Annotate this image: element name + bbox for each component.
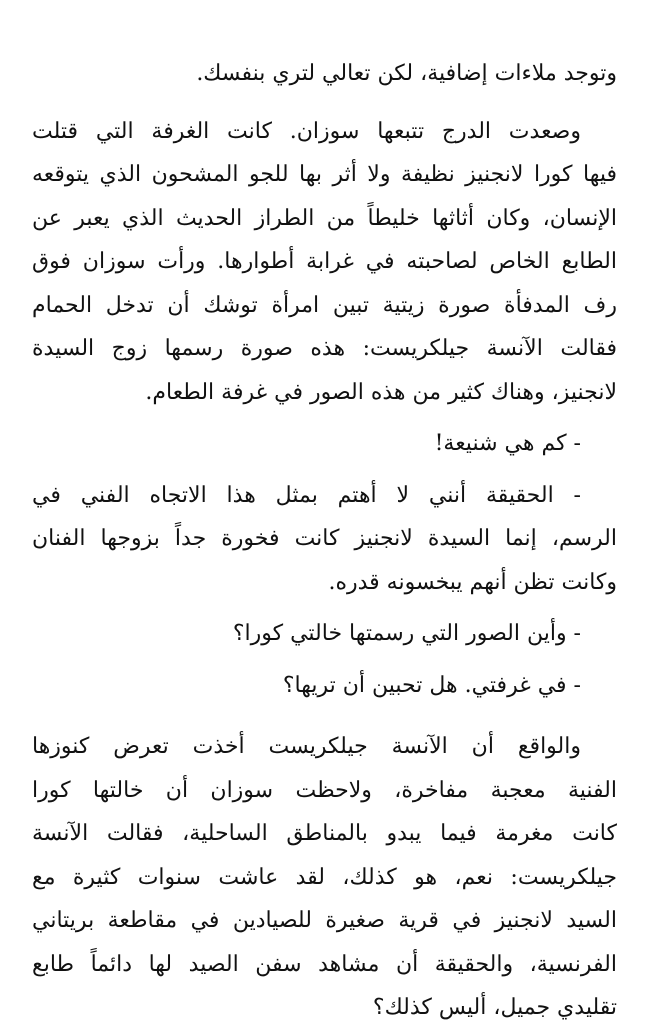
text-line: وكانت تظن أنهم يبخسونه قدره. [328,569,617,595]
paragraph-closing-dialogue [32,52,617,96]
text-line: الفرنسية، والحقيقة أن مشاهد سفن الصيد لها دائماً طابع [32,951,617,977]
text-line: السيد لانجنيز في قرية صغيرة للصيادين في مقاطعة بريتاني [32,908,617,933]
text-line: - الحقيقة أنني لا أهتم بمثل هذا الاتجاه الفني في [32,482,581,508]
text-line: رف المدفأة صورة زيتية تبين امرأة توشك أن تدخل الحمام [32,292,617,318]
paragraph-dialogue-in-my-room [32,664,617,708]
text-line: الرسم، إنما السيدة لانجنيز كانت فخورة جداً بزوجها الفنان [32,526,617,551]
text-line: فقالت الآنسة جيلكريست: هذه صورة رسمها زوج السيدة [32,336,617,361]
text-line: الإنسان، وكان أثاثها خليطاً من الطراز الحديث الذي يعبر عن [32,205,617,231]
text-line: جيلكريست: نعم، هو كذلك، لقد عاشت سنوات كثيرة مع [32,864,617,890]
text-line: فيها كورا لانجنيز نظيفة ولا أثر بها للجو المشحون الذي يتوقعه [32,162,617,187]
text-line: وصعدت الدرج تتبعها سوزان. كانت الغرفة التي قتلت [32,118,581,144]
paragraph-bedroom-description [32,110,617,415]
paragraph-art-treasures [32,725,617,1030]
text-line: - وأين الصور التي رسمتها خالتي كورا؟ [232,621,581,646]
text-line: تقليدي جميل، أليس كذلك؟ [372,995,617,1020]
paragraph-dialogue-where-paintings [32,612,617,656]
text-line: كانت مغرمة فيما يبدو بالمناطق الساحلية، فقالت الآنسة [32,821,617,846]
text-line: لانجنيز، وهناك كثير من هذه الصور في غرفة الطعام. [145,379,617,405]
text-line: والواقع أن الآنسة جيلكريست أخذت تعرض كنوزها [32,734,581,759]
text-line: - في غرفتي. هل تحبين أن تريها؟ [282,672,581,698]
paragraph-dialogue-hideous [32,422,617,466]
text-line: الطابع الخاص لصاحبته في غرابة أطوارها. ورأت سوزان فوق [32,249,617,274]
text-line: - كم هي شنيعة! [434,431,581,456]
paragraph-dialogue-art-trend [32,474,617,605]
text-line: الفنية معجبة مفاخرة، ولاحظت سوزان أن خالتها كورا [32,777,617,803]
text-line: وتوجد ملاءات إضافية، لكن تعالي لتري بنفسك. [196,61,617,86]
